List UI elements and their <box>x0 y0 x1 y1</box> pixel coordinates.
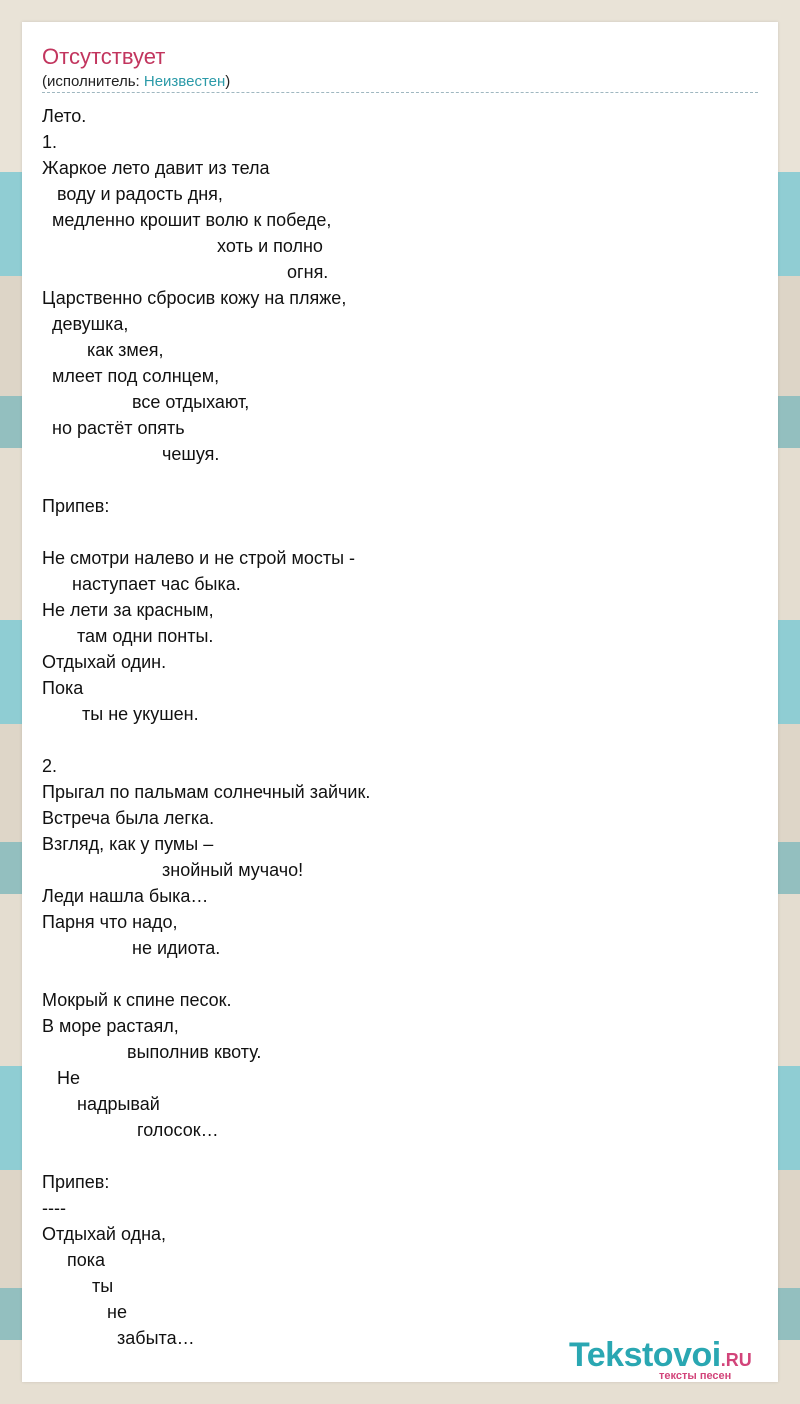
lyric-line: девушка, <box>42 314 129 334</box>
lyric-line: 1. <box>42 132 58 152</box>
lyric-line: Припев: <box>42 496 110 516</box>
site-logo[interactable] <box>569 1336 752 1382</box>
lyrics-card <box>22 22 778 1382</box>
artist-prefix: (исполнитель: <box>42 73 144 90</box>
lyric-line: знойный мучачо! <box>42 860 304 880</box>
lyric-line: Не лети за красным, <box>42 600 214 620</box>
lyric-line: ты не укушен. <box>42 704 199 724</box>
lyric-line: голосок… <box>42 1120 219 1140</box>
lyric-line: не идиота. <box>42 938 221 958</box>
lyric-line: забыта… <box>42 1328 195 1348</box>
lyric-line: В море растаял, <box>42 1016 179 1036</box>
lyric-line: Взгляд, как у пумы – <box>42 834 214 854</box>
lyric-line <box>42 1143 758 1169</box>
title-divider <box>42 92 758 93</box>
artist-link[interactable]: Неизвестен <box>143 73 226 90</box>
lyric-line: Парня что надо, <box>42 912 178 932</box>
lyric-line: все отдыхают, <box>42 392 250 412</box>
artist-line <box>42 73 230 91</box>
lyric-line: Встреча была легка. <box>42 808 215 828</box>
lyric-line: хоть и полно <box>42 236 323 256</box>
lyric-line: 2. <box>42 756 58 776</box>
lyric-line: Отдыхай одна, <box>42 1224 167 1244</box>
lyric-line: ты <box>42 1276 114 1296</box>
lyric-line: Не смотри налево и не строй мосты - <box>42 548 356 568</box>
lyric-line: чешуя. <box>42 444 220 464</box>
lyric-line: Леди нашла быка… <box>42 886 209 906</box>
lyric-line: огня. <box>42 262 329 282</box>
lyric-line: но растёт опять <box>42 418 185 438</box>
lyrics-text <box>42 103 758 1351</box>
lyric-line: Лето. <box>42 106 87 126</box>
lyric-line <box>42 727 758 753</box>
lyric-line: выполнив квоту. <box>42 1042 262 1062</box>
lyric-line: надрывай <box>42 1094 160 1114</box>
lyric-line <box>42 961 758 987</box>
song-title: Отсутствует <box>42 44 166 69</box>
lyric-line: Пока <box>42 678 84 698</box>
lyric-line: там одни понты. <box>42 626 214 646</box>
lyric-line: Мокрый к спине песок. <box>42 990 232 1010</box>
lyric-line: как змея, <box>42 340 164 360</box>
lyric-line: Отдыхай один. <box>42 652 167 672</box>
lyric-line: не <box>42 1302 127 1322</box>
lyric-line: воду и радость дня, <box>42 184 223 204</box>
lyric-line <box>42 519 758 545</box>
logo-subtitle: тексты песен <box>659 1370 732 1382</box>
lyric-line <box>42 467 758 493</box>
lyric-line: Припев: <box>42 1172 110 1192</box>
lyric-line: Жаркое лето давит из тела <box>42 158 270 178</box>
lyric-line: Прыгал по пальмам солнечный зайчик. <box>42 782 371 802</box>
lyric-line: наступает час быка. <box>42 574 241 594</box>
lyric-line: Царственно сбросив кожу на пляже, <box>42 288 347 308</box>
lyric-line: пока <box>42 1250 106 1270</box>
artist-suffix: ) <box>225 73 231 90</box>
logo-domain: .RU <box>720 1350 752 1370</box>
lyric-line: медленно крошит волю к победе, <box>42 210 332 230</box>
logo-wordmark: Tekstovoi <box>569 1336 721 1374</box>
lyric-line: ---- <box>42 1198 66 1218</box>
lyric-line: Не <box>42 1068 81 1088</box>
lyric-line: млеет под солнцем, <box>42 366 220 386</box>
